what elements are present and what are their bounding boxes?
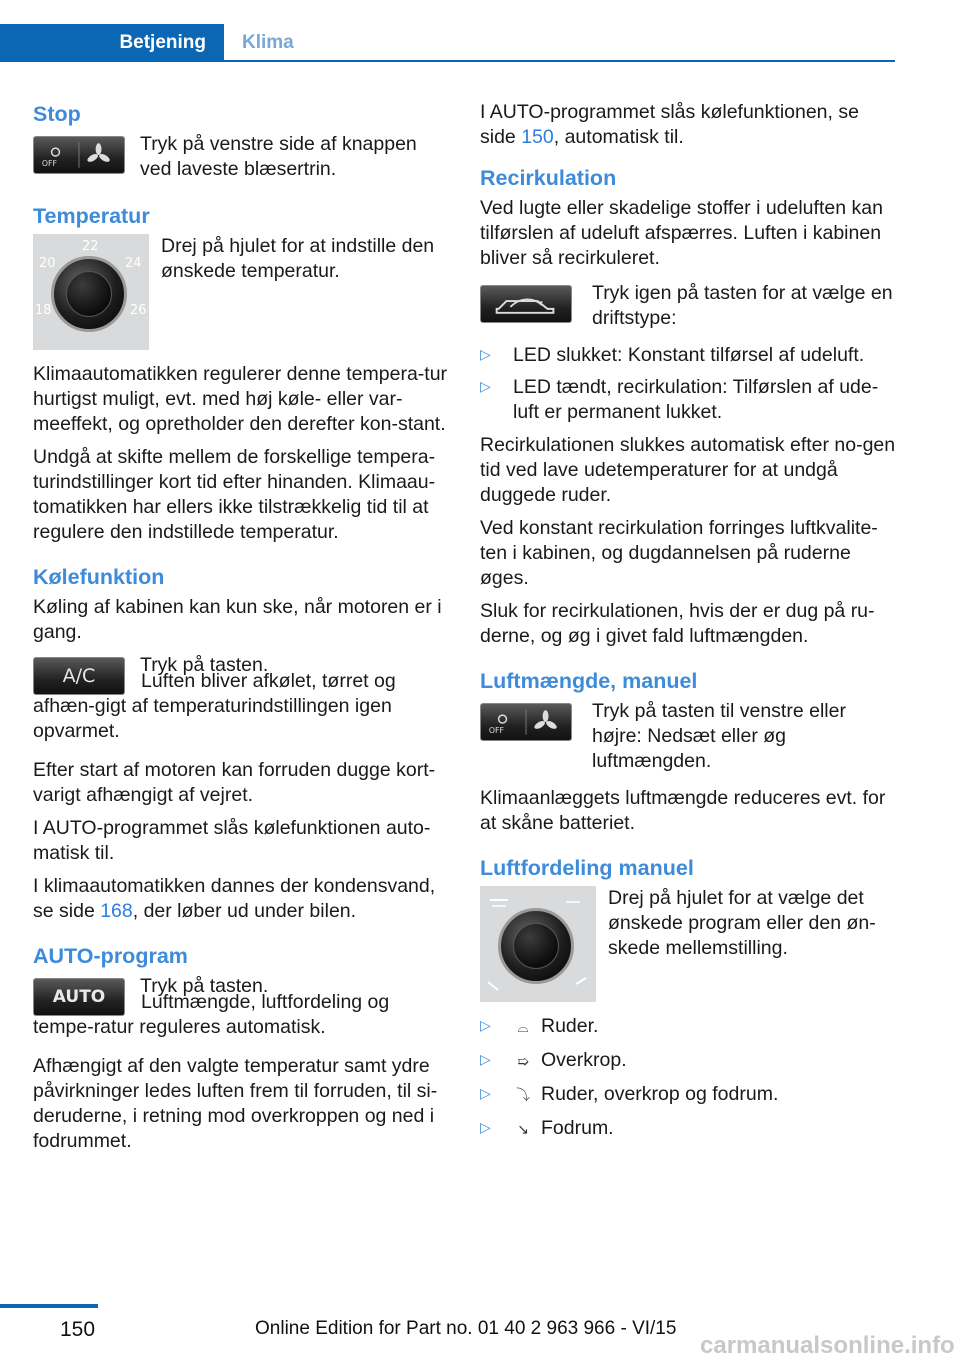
temperature-paragraph-2: Undgå at skifte mellem de forskellige tempera-turindstillinger kort tid efter hinanden. Klimaau-tomatikken har ellers ikke tilstrækkelig tid til at regulere den indstillede temperatur. (33, 446, 436, 543)
header-tabbar (0, 0, 895, 62)
page-link-168[interactable]: 168 (100, 900, 133, 922)
air-volume-row (480, 699, 896, 774)
air-volume-text: Tryk på tasten til venstre eller højre: Nedsæt eller øg luftmængden. (592, 700, 846, 772)
knob-label-20: 20 (39, 256, 56, 271)
ac-text-2: Luften bliver afkølet, tørret og afhæn-gigt af temperaturindstillingen igen opvarmet. (33, 670, 396, 742)
windshield-body-footwell-icon: ⤵ (516, 1088, 530, 1104)
distribution-knob-center (513, 923, 559, 969)
svg-text:OFF: OFF (488, 725, 504, 735)
windshield-icon: ⌓ (517, 1020, 529, 1036)
air-volume-paragraph: Klimaanlæggets luftmængde reduceres evt. for at skåne batteriet. (480, 787, 886, 834)
air-volume-heading: Luftmængde, manuel (480, 669, 698, 693)
list-item-label: Ruder, overkrop og fodrum. (541, 1083, 779, 1105)
distribution-knob-icon (480, 886, 596, 1002)
list-item (480, 1014, 896, 1041)
temperature-heading: Temperatur (33, 204, 150, 228)
cooling-heading: Kølefunktion (33, 565, 165, 589)
stop-text: Tryk på venstre side af knappen ved laveste blæsertrin. (140, 133, 417, 180)
fan-off-button-icon (33, 136, 125, 174)
upper-body-icon: ➯ (517, 1054, 529, 1070)
recirculation-paragraph-1: Ved lugte eller skadelige stoffer i udeluften kan tilførslen af udeluft afspærres. Luften i kabinen bliver så recirkuleret. (480, 197, 883, 269)
tab-klima[interactable]: Klima (242, 32, 294, 53)
recirculation-car-icon (480, 285, 572, 323)
recirculation-paragraph-4: Sluk for recirkulationen, hvis der er dug på ru-derne, og øg i givet fald luftmængden. (480, 600, 875, 647)
list-item: ▷ LED slukket: Konstant tilførsel af udeluft. (480, 343, 896, 368)
list-item (480, 1116, 896, 1143)
right-p1-tail: , automatisk til. (553, 126, 684, 148)
edition-text: Online Edition for Part no. 01 40 2 963 966 - VI/15 (255, 1318, 677, 1339)
cooling-paragraph-2: Efter start af motoren kan forruden dugge kort-varigt afhængigt af vejret. (33, 759, 436, 806)
knob-label-24: 24 (125, 256, 142, 271)
knob-label-18: 18 (35, 303, 52, 318)
watermark: carmanualsonline.info (700, 1332, 955, 1359)
cooling-p4-text: I klimaautomatikken dannes der kondensvand, se side (33, 875, 436, 922)
knob-label-22: 22 (82, 239, 99, 254)
stop-row (33, 132, 449, 182)
temperature-paragraph-1: Klimaautomatikken regulerer denne tempera-tur hurtigst muligt, evt. med høj køle- eller var-meeffekt, og opretholder den derefter kon-stant. (33, 363, 448, 435)
auto-text-2: Luftmængde, luftfordeling og tempe-ratur reguleres automatisk. (33, 991, 390, 1038)
list-item-label: Ruder. (541, 1015, 599, 1037)
list-item-label: Fodrum. (541, 1117, 614, 1139)
knob-ring (51, 256, 127, 332)
distribution-heading: Luftfordeling manuel (480, 856, 694, 880)
temperature-row (33, 234, 449, 350)
temperature-text: Drej på hjulet for at indstille den ønskede temperatur. (161, 235, 435, 282)
recirculation-list (480, 343, 896, 425)
footer-rule (0, 1304, 98, 1308)
cooling-p4-tail: , der løber ud under bilen. (132, 900, 357, 922)
page-number: 150 (60, 1318, 96, 1341)
auto-button-icon (33, 978, 125, 1016)
right-p1-text: I AUTO-programmet slås kølefunktionen, se side (480, 101, 859, 148)
left-column (33, 100, 449, 1162)
recirculation-heading: Recirkulation (480, 166, 617, 190)
footwell-icon: ↘ (517, 1122, 529, 1138)
recirculation-row (480, 281, 896, 331)
tab-betjening[interactable]: Betjening (0, 24, 224, 62)
ac-text-1: Tryk på tasten. (140, 654, 269, 676)
distribution-row (480, 886, 896, 1002)
list-item: ▷ LED tændt, recirkulation: Tilførslen af ude-luft er permanent lukket. (480, 375, 896, 425)
ac-button-icon (33, 657, 125, 695)
header-rule (224, 60, 895, 62)
svg-text:OFF: OFF (41, 158, 57, 168)
stop-heading: Stop (33, 102, 81, 126)
recirculation-text: Tryk igen på tasten for at vælge en driftstype: (592, 282, 893, 329)
list-item-label: Overkrop. (541, 1049, 627, 1071)
knob-label-26: 26 (130, 303, 147, 318)
auto-text-1: Tryk på tasten. (140, 975, 269, 997)
knob-center (66, 271, 112, 317)
auto-button-label: AUTO (52, 986, 106, 1007)
auto-paragraph-2: Afhængigt af den valgte temperatur samt ydre påvirkninger ledes luften frem til forruden, til si-deruderne, i retning mod overkroppen og ned i fodrummet. (33, 1055, 438, 1152)
ac-button-label: A/C (62, 664, 96, 687)
list-item (480, 1048, 896, 1075)
cooling-paragraph-4 (33, 874, 449, 924)
list-item (480, 1082, 896, 1109)
recirculation-paragraph-2: Recirkulationen slukkes automatisk efter no-gen tid ved lave udetemperaturer for at undgå duggede ruder. (480, 434, 896, 506)
fan-off-button-icon (480, 703, 572, 741)
distribution-knob-ring (498, 908, 574, 984)
recirculation-paragraph-3: Ved konstant recirkulation forringes luftkvalite-ten i kabinen, og dugdannelsen på ruderne øges. (480, 517, 878, 589)
right-column (480, 100, 896, 1151)
page-link-150[interactable]: 150 (521, 126, 554, 148)
right-paragraph-1 (480, 100, 896, 150)
auto-heading: AUTO-program (33, 944, 188, 968)
cooling-paragraph-1: Køling af kabinen kan kun ske, når motoren er i gang. (33, 596, 442, 643)
distribution-text: Drej på hjulet for at vælge det ønskede program eller den øn-skede mellemstilling. (608, 887, 876, 959)
cooling-paragraph-3: I AUTO-programmet slås kølefunktionen auto-matisk til. (33, 817, 431, 864)
distribution-list (480, 1014, 896, 1143)
temperature-knob-icon (33, 234, 149, 350)
